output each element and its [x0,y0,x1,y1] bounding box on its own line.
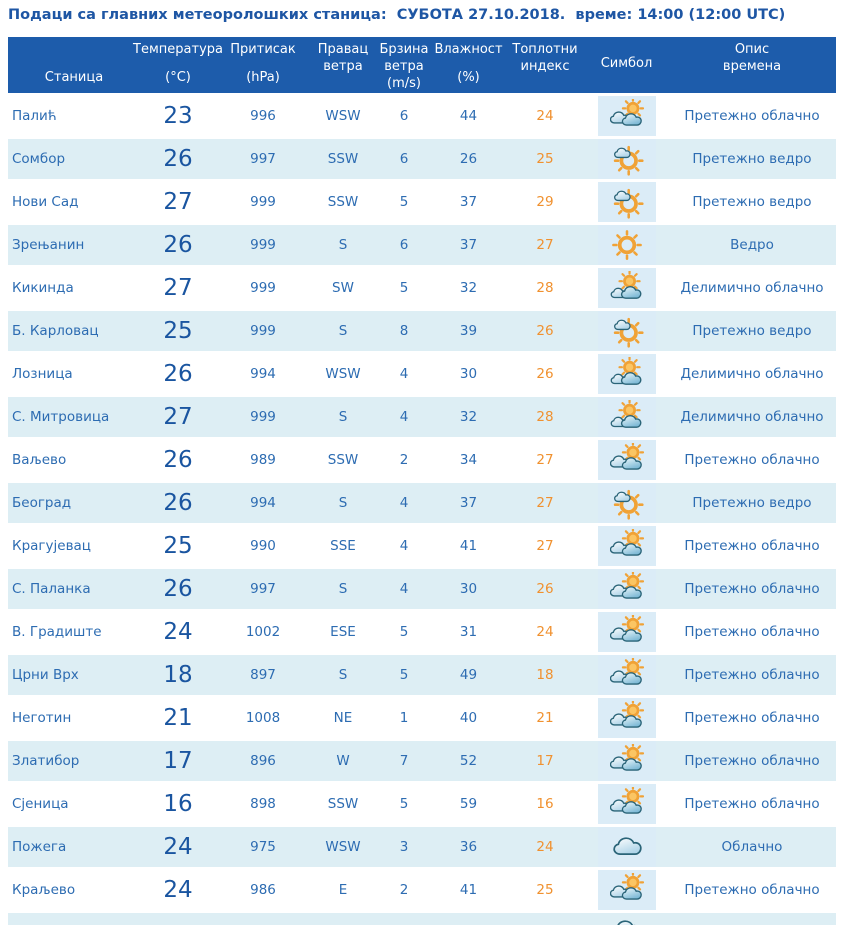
humidity-cell: 41 [459,538,478,554]
table-header [8,37,836,93]
heat-index-cell: 27 [536,538,554,554]
wind-direction-cell: SSW [327,796,359,812]
cloud-icon [607,913,645,925]
table-row [8,397,836,437]
station-cell: Кикинда [12,280,74,296]
symbol-box [598,483,656,523]
pressure-cell: 997 [250,581,276,597]
weather-table [8,34,836,913]
wind-speed-cell: 8 [399,323,409,339]
symbol-cell [585,612,668,652]
description-cell: Претежно облачно [684,108,820,124]
humidity-cell: 41 [459,882,478,898]
symbol-box [598,96,656,136]
sun-with-small-cloud-icon [608,314,646,348]
wind-direction-cell: S [338,667,348,683]
table-row [8,784,836,824]
symbol-cell [585,268,668,308]
header-temperature-unit: (°C) [165,70,191,86]
table-row [8,483,836,523]
wind-direction-cell: WSW [325,366,361,382]
weather-table-wrap [8,34,836,913]
wind-direction-cell: NE [333,710,353,726]
header-description-label2: времена [722,58,782,74]
symbol-box [598,741,656,781]
wind-direction-cell: S [338,323,348,339]
symbol-cell [585,827,668,867]
description-cell: Претежно облачно [684,882,820,898]
temperature-cell: 24 [163,619,193,645]
temperature-cell: 24 [163,877,193,903]
temperature-cell: 26 [163,146,193,172]
station-cell: Ваљево [12,452,67,468]
humidity-cell: 30 [459,581,478,597]
station-cell: С. Паланка [12,581,91,597]
symbol-box [598,440,656,480]
header-heat-index-label: Топлотни [512,42,578,57]
humidity-cell: 34 [459,452,478,468]
table-row [8,569,836,609]
humidity-cell: 39 [459,323,478,339]
table-row [8,354,836,394]
symbol-cell [585,96,668,136]
wind-speed-cell: 5 [399,280,409,296]
heat-index-cell: 24 [536,839,554,855]
temperature-cell: 26 [163,576,193,602]
heat-index-cell: 17 [536,753,554,769]
wind-direction-cell: ESE [330,624,356,640]
pressure-cell: 999 [250,194,276,210]
header-wind-direction-label2: ветра [323,58,363,74]
sun-behind-clouds-icon [608,658,646,692]
table-row [8,440,836,480]
station-cell: Крагујевац [12,538,91,554]
table-row [8,311,836,351]
symbol-box [598,182,656,222]
partial-next-row [8,913,836,925]
symbol-cell [585,655,668,695]
wind-speed-cell: 5 [399,667,409,683]
pressure-cell: 999 [250,323,276,339]
header-wind-direction [310,37,376,93]
symbol-cell [585,311,668,351]
temperature-cell: 27 [163,404,193,430]
humidity-cell: 32 [459,280,478,296]
symbol-cell [585,440,668,480]
sun-with-small-cloud-icon [608,486,646,520]
sun-behind-clouds-icon [608,443,646,477]
symbol-box [598,827,656,867]
description-cell: Облачно [721,839,783,855]
humidity-cell: 36 [459,839,478,855]
symbol-cell [585,354,668,394]
description-cell: Претежно ведро [692,323,812,339]
wind-speed-cell: 6 [399,237,409,253]
station-cell: Сјеница [12,796,69,812]
station-cell: Лозница [12,366,73,382]
symbol-box [598,698,656,738]
temperature-cell: 18 [163,662,193,688]
sun-behind-clouds-icon [608,572,646,606]
sun-with-small-cloud-icon [608,185,646,219]
pressure-cell: 975 [250,839,276,855]
wind-speed-cell: 5 [399,796,409,812]
header-pressure-label: Притисак [230,42,296,57]
header-pressure [216,37,310,93]
station-cell: Б. Карловац [12,323,99,339]
wind-direction-cell: WSW [325,108,361,124]
humidity-cell: 31 [459,624,478,640]
heat-index-cell: 29 [536,194,554,210]
page-title: Подаци са главних метеоролошких станица: СУБОТА 27.10.2018. време: 14:00 (12:00 UTC) [8,7,786,23]
humidity-cell: 40 [459,710,478,726]
temperature-cell: 27 [163,189,193,215]
description-cell: Претежно ведро [692,495,812,511]
wind-direction-cell: SSW [327,194,359,210]
header-wind-speed-unit: (m/s) [387,75,421,91]
wind-direction-cell: SSW [327,151,359,167]
header-pressure-unit: (hPa) [246,70,280,86]
symbol-cell [585,182,668,222]
humidity-cell: 44 [459,108,478,124]
temperature-cell: 23 [163,103,193,129]
symbol-cell [585,741,668,781]
heat-index-cell: 26 [536,323,554,339]
pressure-cell: 994 [250,495,276,511]
pressure-cell: 999 [250,280,276,296]
table-row [8,268,836,308]
wind-speed-cell: 4 [399,581,409,597]
station-cell: С. Митровица [12,409,110,425]
sun-behind-clouds-icon [608,701,646,735]
header-description-label: Опис [734,42,770,57]
header-wind-speed [376,37,432,93]
temperature-cell: 26 [163,490,193,516]
sun-above-clouds-icon [608,400,646,434]
symbol-box [598,784,656,824]
sun-icon [608,228,646,262]
description-cell: Ведро [730,237,774,253]
header-symbol-label: Симбол [600,56,653,72]
symbol-box [598,268,656,308]
weather-table-body [8,96,836,910]
sun-behind-clouds-icon [608,873,646,907]
symbol-cell [585,397,668,437]
temperature-cell: 16 [163,791,193,817]
temperature-cell: 17 [163,748,193,774]
symbol-box [598,526,656,566]
wind-speed-cell: 5 [399,624,409,640]
pressure-cell: 999 [250,237,276,253]
sun-behind-clouds-icon [608,529,646,563]
wind-speed-cell: 4 [399,366,409,382]
temperature-cell: 25 [163,318,193,344]
description-cell: Претежно облачно [684,624,820,640]
pressure-cell: 989 [250,452,276,468]
temperature-cell: 26 [163,447,193,473]
heat-index-cell: 26 [536,366,554,382]
table-row [8,655,836,695]
wind-direction-cell: S [338,581,348,597]
wind-speed-cell: 6 [399,108,409,124]
heat-index-cell: 21 [536,710,554,726]
pressure-cell: 898 [250,796,276,812]
symbol-box [598,569,656,609]
sun-behind-clouds-icon [608,787,646,821]
description-cell: Претежно облачно [684,452,820,468]
station-cell: Београд [12,495,72,511]
header-temperature [133,37,223,93]
wind-direction-cell: S [338,495,348,511]
pressure-cell: 896 [250,753,276,769]
humidity-cell: 49 [459,667,478,683]
header-station [8,37,140,93]
header-wind-speed-label2: ветра [384,58,424,74]
table-row [8,182,836,222]
header-humidity [432,37,505,93]
temperature-cell: 21 [163,705,193,731]
humidity-cell: 37 [459,495,478,511]
wind-speed-cell: 7 [399,753,409,769]
temperature-cell: 27 [163,275,193,301]
station-cell: Неготин [12,710,72,726]
symbol-box [598,612,656,652]
symbol-cell [585,784,668,824]
symbol-box [598,870,656,910]
description-cell: Претежно облачно [684,796,820,812]
header-description [668,37,836,93]
station-cell: Палић [12,108,57,124]
symbol-box [598,655,656,695]
heat-index-cell: 27 [536,495,554,511]
table-row [8,96,836,136]
temperature-cell: 24 [163,834,193,860]
temperature-cell: 25 [163,533,193,559]
sun-behind-clouds-icon [608,99,646,133]
station-cell: Краљево [12,882,76,898]
pressure-cell: 897 [250,667,276,683]
humidity-cell: 30 [459,366,478,382]
heat-index-cell: 24 [536,108,554,124]
table-row [8,225,836,265]
description-cell: Претежно ведро [692,151,812,167]
humidity-cell: 37 [459,237,478,253]
heat-index-cell: 28 [536,409,554,425]
wind-direction-cell: E [338,882,348,898]
humidity-cell: 26 [459,151,478,167]
sun-above-clouds-icon [608,357,646,391]
description-cell: Претежно облачно [684,581,820,597]
station-cell: Зрењанин [12,237,85,253]
pressure-cell: 996 [250,108,276,124]
pressure-cell: 997 [250,151,276,167]
header-humidity-label: Влажност [434,42,503,57]
symbol-box [598,311,656,351]
pressure-cell: 994 [250,366,276,382]
pressure-cell: 1008 [245,710,281,726]
symbol-cell [585,139,668,179]
station-cell: В. Градиште [12,624,102,640]
table-row [8,139,836,179]
heat-index-cell: 28 [536,280,554,296]
temperature-cell: 26 [163,361,193,387]
symbol-cell [585,569,668,609]
wind-speed-cell: 4 [399,409,409,425]
sun-behind-clouds-icon [608,744,646,778]
symbol-cell [585,225,668,265]
wind-direction-cell: W [336,753,350,769]
header-humidity-unit: (%) [457,70,480,86]
header-temperature-label: Температура [133,42,223,57]
description-cell: Делимично облачно [680,366,824,382]
table-row [8,870,836,910]
humidity-cell: 59 [459,796,478,812]
wind-speed-cell: 1 [399,710,409,726]
heat-index-cell: 27 [536,452,554,468]
wind-direction-cell: WSW [325,839,361,855]
humidity-cell: 52 [459,753,478,769]
header-heat-index [505,37,585,93]
symbol-box [598,225,656,265]
header-symbol [585,37,668,93]
symbol-box [598,354,656,394]
sun-behind-clouds-icon [608,615,646,649]
wind-direction-cell: S [338,409,348,425]
station-cell: Црни Врх [12,667,79,683]
heat-index-cell: 16 [536,796,554,812]
pressure-cell: 1002 [245,624,281,640]
partial-row-icon-use [613,921,640,925]
symbol-box [598,397,656,437]
wind-speed-cell: 5 [399,194,409,210]
pressure-cell: 999 [250,409,276,425]
wind-speed-cell: 4 [399,495,409,511]
humidity-cell: 37 [459,194,478,210]
table-row [8,698,836,738]
heat-index-cell: 25 [536,882,554,898]
symbol-cell [585,870,668,910]
description-cell: Претежно облачно [684,538,820,554]
description-cell: Претежно ведро [692,194,812,210]
wind-speed-cell: 3 [399,839,409,855]
sun-above-clouds-icon [608,271,646,305]
description-cell: Делимично облачно [680,280,824,296]
header-heat-index-label2: индекс [520,58,570,74]
description-cell: Претежно облачно [684,667,820,683]
wind-direction-cell: S [338,237,348,253]
cloud-icon [608,830,646,864]
wind-speed-cell: 2 [399,882,409,898]
description-cell: Делимично облачно [680,409,824,425]
table-row [8,526,836,566]
wind-direction-cell: SW [332,280,354,296]
wind-speed-cell: 6 [399,151,409,167]
pressure-cell: 990 [250,538,276,554]
temperature-cell: 26 [163,232,193,258]
symbol-box [598,139,656,179]
heat-index-cell: 27 [536,237,554,253]
heat-index-cell: 26 [536,581,554,597]
header-station-label: Станица [44,70,104,86]
station-cell: Нови Сад [12,194,79,210]
table-row [8,612,836,652]
wind-speed-cell: 4 [399,538,409,554]
header-wind-direction-label: Правац [317,42,369,57]
humidity-cell: 32 [459,409,478,425]
heat-index-cell: 25 [536,151,554,167]
station-cell: Пожега [12,839,67,855]
station-cell: Златибор [12,753,80,769]
heat-index-cell: 24 [536,624,554,640]
sun-with-small-cloud-icon [608,142,646,176]
heat-index-cell: 18 [536,667,554,683]
table-row [8,741,836,781]
symbol-cell [585,483,668,523]
description-cell: Претежно облачно [684,753,820,769]
wind-direction-cell: SSW [327,452,359,468]
wind-speed-cell: 2 [399,452,409,468]
symbol-cell [585,526,668,566]
description-cell: Претежно облачно [684,710,820,726]
wind-direction-cell: SSE [330,538,356,554]
table-row [8,827,836,867]
pressure-cell: 986 [250,882,276,898]
header-wind-speed-label: Брзина [379,42,429,57]
symbol-cell [585,698,668,738]
station-cell: Сомбор [12,151,66,167]
